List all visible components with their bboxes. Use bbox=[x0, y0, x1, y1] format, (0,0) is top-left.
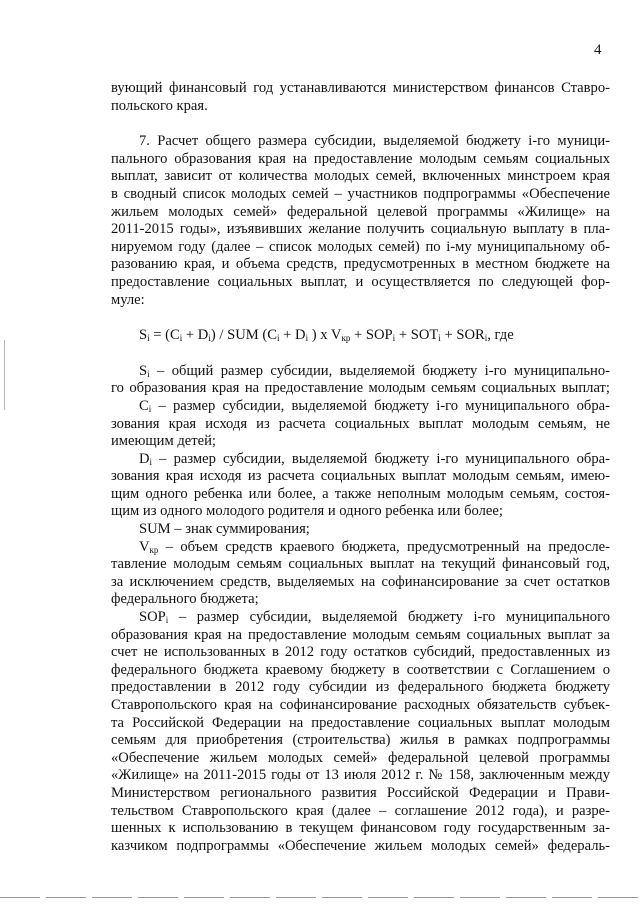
text-line: федерального бюджета; bbox=[111, 591, 259, 608]
text-line: за исключением средств, выделяемых на софинансирование за счет остатков bbox=[111, 573, 610, 590]
text-line: зования края исходя из расчета социальных выплат молодым семьям, не bbox=[111, 415, 610, 432]
text-line: $SOP_i$ – размер субсидии, выделяемой бюджету i-го муниципального bbox=[139, 609, 610, 626]
text-line: разованию края, и объема средств, предусмотренных в местном бюджете на bbox=[111, 256, 610, 273]
text-line: $D_i$ – размер субсидии, выделяемой бюджету i-го муниципального обра- bbox=[139, 450, 610, 467]
document-body bbox=[111, 80, 610, 855]
text-line: жильем молодых семей» федеральной целевой программы «Жилище» на bbox=[111, 203, 610, 220]
text-line: го образования края на предоставление молодым семьям социальных выплат; bbox=[111, 380, 610, 397]
text-line: $V_{кр}$ – объем средств краевого бюджета, предусмотренный на предосле- bbox=[139, 538, 610, 555]
text-line: нируемом году (далее – список молодых семей) по i-му муниципальному об- bbox=[111, 238, 610, 255]
formula-gap-bottom bbox=[111, 345, 610, 363]
text-line: муле: bbox=[111, 291, 145, 308]
text-line: SUM – знак суммирования; bbox=[139, 521, 310, 538]
page-number: 4 bbox=[594, 42, 602, 58]
text-line: щим одного ребенка или более, а также неполным молодым семьям, состоя- bbox=[111, 485, 610, 502]
text-line: выплат, зависит от количества молодых семей, включенных минстроем края bbox=[111, 168, 610, 185]
formula-gap-top bbox=[111, 309, 610, 327]
text-line: «Обеспечение жильем молодых семей» федеральной целевой программы bbox=[111, 749, 610, 766]
text-line: казчиком подпрограммы «Обеспечение жильем молодых семей» федераль- bbox=[111, 837, 610, 854]
paragraph-gap bbox=[111, 115, 610, 133]
text-line: шенных к использованию в текущем финансовом году государственным за- bbox=[111, 820, 610, 837]
text-line: счет не использованных в 2012 году остатков субсидий, предоставленных из bbox=[111, 644, 610, 661]
scan-bottom-edge bbox=[0, 897, 640, 898]
text-line: $S_i$ – общий размер субсидии, выделяемой бюджету i-го муниципально- bbox=[139, 362, 610, 379]
text-line: семьям для приобретения (строительства) жилья в рамках подпрограммы bbox=[111, 732, 610, 749]
text-line: тавление молодым семьям социальных выплат на текущий финансовый год, bbox=[111, 556, 610, 573]
scan-edge-mark bbox=[4, 340, 5, 410]
text-line: вующий финансовый год устанавливаются министерством финансов Ставро- bbox=[111, 80, 610, 96]
text-line: «Жилище» на 2011-2015 годы от 13 июля 2012 г. № 158, заключенным между bbox=[111, 767, 610, 784]
text-line: Ставропольского края на софинансирование расходных обязательств субъек- bbox=[111, 697, 610, 713]
intro-paragraphs bbox=[111, 80, 610, 309]
definitions bbox=[111, 363, 610, 856]
text-line: зования края исходя из расчета социальных выплат молодым семьям, имею- bbox=[111, 468, 610, 485]
text-line: Министерством регионального развития Российской Федерации и Прави- bbox=[111, 784, 610, 801]
text-line: $C_i$ – размер субсидии, выделяемой бюджету i-го муниципального обра- bbox=[139, 397, 610, 414]
text-line: щим из одного молодого родителя и одного ребенка или более; bbox=[111, 503, 503, 520]
text-line: образования края на предоставление молодым семьям социальных выплат за bbox=[111, 626, 610, 643]
text-line: пального образования края на предоставление молодым семьям социальных bbox=[111, 150, 610, 167]
text-line: 2011-2015 годы», изъявивших желание получить социальную выплату в пла- bbox=[111, 221, 610, 238]
text-line: предоставление социальных выплат, и осуществляется по следующей фор- bbox=[111, 273, 610, 290]
text-line: польского края. bbox=[111, 97, 208, 114]
text-line: имеющим детей; bbox=[111, 433, 216, 450]
text-line: в сводный список молодых семей – участников подпрограммы «Обеспечение bbox=[111, 185, 610, 202]
text-line: предоставлении в 2012 году субсидии из федерального бюджета бюджету bbox=[111, 679, 610, 696]
text-line: тельством Ставропольского края (далее – соглашение 2012 года), и разре- bbox=[111, 802, 610, 819]
formula: $S_i = (C_i + D_i)$ / SUM ($C_i + D_i$ ) x $V_{кр} + SOP_i + SOT_i + SOR_i$, где bbox=[139, 327, 514, 344]
text-line: та Российской Федерации на предоставление социальных выплат молодым bbox=[111, 714, 610, 731]
text-line: федерального бюджета краевому бюджету в соответствии с Соглашением о bbox=[111, 661, 610, 678]
text-line: 7. Расчет общего размера субсидии, выделяемой бюджету i-го муници- bbox=[139, 133, 610, 150]
